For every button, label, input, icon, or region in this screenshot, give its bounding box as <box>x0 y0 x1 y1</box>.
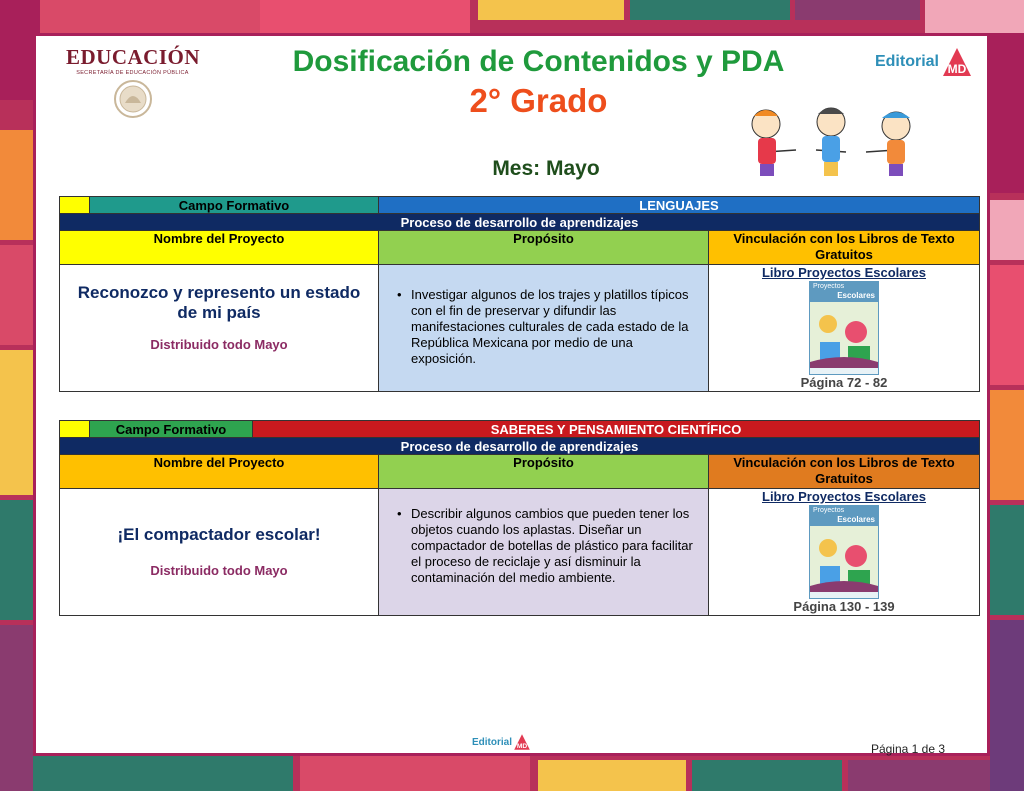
book-cover-image <box>809 505 879 599</box>
svg-text:MD: MD <box>947 62 967 76</box>
md-logo-icon <box>939 44 975 80</box>
book-cover-image <box>809 281 879 375</box>
book-cover-title-2: Escolares <box>810 291 878 302</box>
col-project-header: Nombre del Proyecto <box>60 455 379 489</box>
editorial-brand-text: Editorial <box>874 53 939 70</box>
campo-label: Campo Formativo <box>90 421 253 438</box>
campo-value: LENGUAJES <box>379 197 980 214</box>
project-cell <box>60 489 379 616</box>
link-cell <box>709 265 980 392</box>
purpose-text: Describir algunos cambios que pueden tener los objetos cuando los aplastas. Diseñar un compactador de botellas de plástico para facilitar el proceso de reciclaje y así disminuir la contaminación del medio ambiente. <box>411 506 693 585</box>
project-name: ¡El compactador escolar! <box>117 525 321 544</box>
col-project-header: Nombre del Proyecto <box>60 231 379 265</box>
footer-brand-text: Editorial <box>472 736 513 748</box>
link-cell <box>709 489 980 616</box>
purpose-text: Investigar algunos de los trajes y platillos típicos con el fin de preservar y difundir las manifestaciones culturales de cada estado de la República Mexicana por medio de una exposición. <box>411 287 689 366</box>
process-row: Proceso de desarrollo de aprendizajes <box>60 438 980 455</box>
bullet-icon: • <box>397 287 402 302</box>
col-link-header: Vinculación con los Libros de Texto Gratuitos <box>709 231 980 265</box>
ministry-subtitle: SECRETARÍA DE EDUCACIÓN PÚBLICA <box>76 70 189 76</box>
editorial-logo <box>875 42 975 82</box>
book-cover-title-1: Proyectos <box>810 282 878 291</box>
process-row: Proceso de desarrollo de aprendizajes <box>60 214 980 231</box>
col-purpose-header: Propósito <box>379 231 709 265</box>
project-name: Reconozco y represento un estado de mi país <box>77 283 361 322</box>
project-cell <box>60 265 379 392</box>
col-link-header: Vinculación con los Libros de Texto Gratuitos <box>709 455 980 489</box>
project-distribution: Distribuido todo Mayo <box>150 337 288 352</box>
book-pages: Página 130 - 139 <box>793 599 895 614</box>
book-cover-art <box>810 526 878 592</box>
project-distribution: Distribuido todo Mayo <box>150 563 288 578</box>
kids-illustration <box>736 102 926 194</box>
book-link[interactable]: Libro Proyectos Escolares <box>762 489 927 504</box>
document-page <box>33 33 990 756</box>
purpose-cell <box>379 265 709 392</box>
book-pages: Página 72 - 82 <box>800 375 888 390</box>
footer-md-logo-icon <box>512 732 532 752</box>
purpose-cell <box>379 489 709 616</box>
bullet-icon: • <box>397 506 402 521</box>
campo-value: SABERES Y PENSAMIENTO CIENTÍFICO <box>253 421 980 438</box>
month-label: Mes: Mayo <box>492 157 600 180</box>
book-cover-title-1: Proyectos <box>810 506 878 515</box>
book-cover-art <box>810 302 878 368</box>
campo-label: Campo Formativo <box>90 197 379 214</box>
ministry-logo-text: EDUCACIÓN <box>66 45 201 69</box>
page-title: Dosificación de Contenidos y PDA <box>292 45 785 78</box>
svg-text:MD: MD <box>516 743 528 751</box>
col-purpose-header: Propósito <box>379 455 709 489</box>
book-cover-title-2: Escolares <box>810 515 878 526</box>
campo-yellow-cell <box>60 421 90 438</box>
national-seal-icon <box>113 79 153 119</box>
project-table-lenguajes <box>59 196 980 392</box>
book-link[interactable]: Libro Proyectos Escolares <box>761 265 926 280</box>
campo-yellow-cell <box>60 197 90 214</box>
footer-editorial-logo <box>472 732 532 752</box>
grade-label: 2° Grado <box>469 82 608 119</box>
page-number: Página 1 de 3 <box>870 742 945 756</box>
project-table-saberes <box>59 420 980 616</box>
